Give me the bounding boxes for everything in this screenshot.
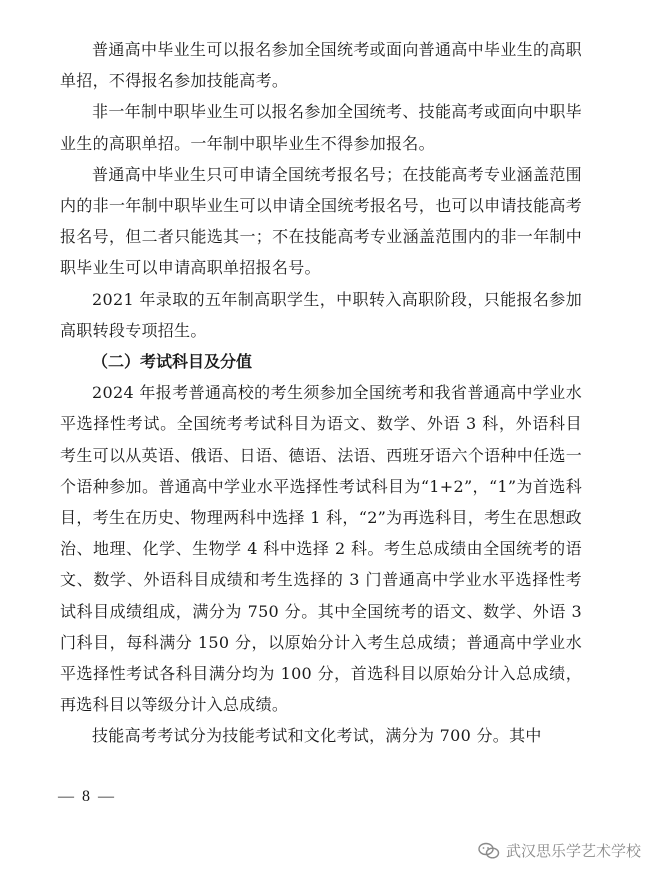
paragraph-3: 普通高中毕业生只可申请全国统考报名号；在技能高考专业涵盖范围内的非一年制中职毕业生可以申请全国统考报名号，也可以申请技能高考报名号，但二者只能选其一；不在技能高考专业涵盖范围内的非一年制中职毕业生可以申请高职单招报名号。 xyxy=(60,164,582,278)
wechat-icon xyxy=(478,842,500,860)
document-body xyxy=(60,34,582,752)
section-paragraph-2: 技能高考考试分为技能考试和文化考试，满分为 700 分。其中 xyxy=(92,726,542,746)
section-paragraph-1: 2024 年报考普通高校的考生须参加全国统考和我省普通高中学业水平选择性考试。全国统考考试科目为语文、数学、外语 3 科，外语科目考生可以从英语、俄语、日语、德语、法语、西班牙语六个语种中任选一个语种参加。普通高中学业水平选择性考试科目为“1+2”，“1”为首选科目，考生在历史、物理两科中选择 1 科，“2”为再选科目，考生在思想政治、地理、化学、生物学 4 科中选择 2 科。考生总成绩由全国统考的语文、数学、外语科目成绩和考生选择的 3 门普通高中学业水平选择性考试科目成绩组成，满分为 750 分。其中全国统考的语文、数学、外语 3 门科目，每科满分 150 分，以原始分计入考生总成绩；普通高中学业水平选择性考试各科目满分均为 100 分，首选科目以原始分计入总成绩，再选科目以等级分计入总成绩。 xyxy=(60,383,582,715)
section-heading: （二）考试科目及分值 xyxy=(92,352,253,372)
page-number: — 8 — xyxy=(58,788,116,805)
paragraph-4: 2021 年录取的五年制高职学生，中职转入高职阶段，只能报名参加高职转段专项招生。 xyxy=(60,289,582,340)
paragraph-2: 非一年制中职毕业生可以报名参加全国统考、技能高考或面向中职毕业生的高职单招。一年制中职毕业生不得参加报名。 xyxy=(60,102,582,153)
watermark-text: 武汉思乐学艺术学校 xyxy=(505,842,641,860)
paragraph-1: 普通高中毕业生可以报名参加全国统考或面向普通高中毕业生的高职单招，不得报名参加技能高考。 xyxy=(60,40,582,91)
watermark xyxy=(478,840,641,861)
